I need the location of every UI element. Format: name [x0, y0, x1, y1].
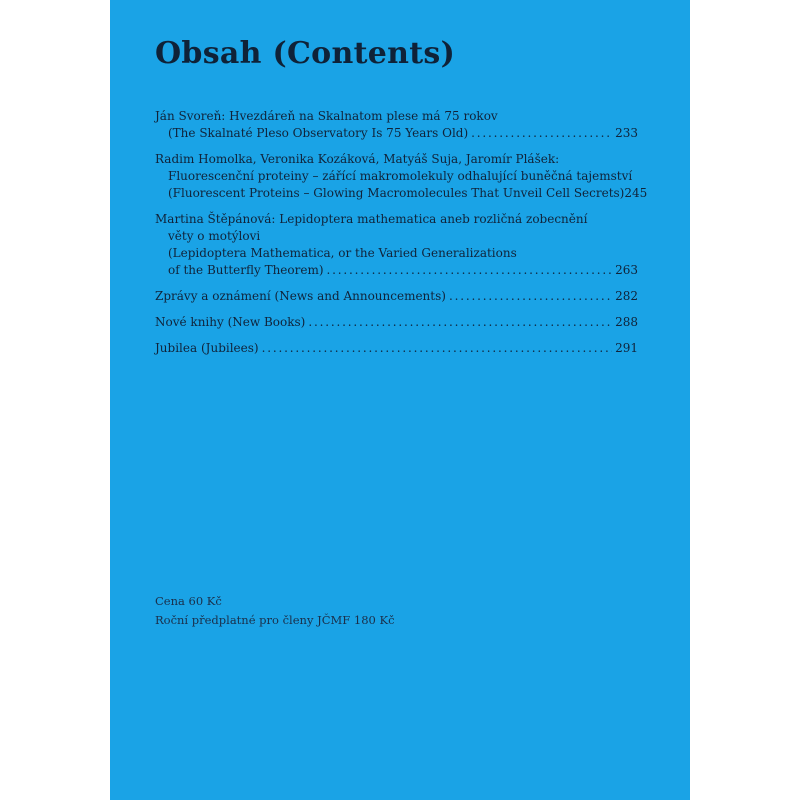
page-title: Obsah (Contents) — [155, 36, 456, 71]
toc-page-number: 233 — [615, 126, 638, 140]
toc-entry-subtitle: (Lepidoptera Mathematica, or the Varied Generalizations — [168, 246, 517, 260]
toc-entry-title: Jubilea (Jubilees) — [155, 341, 259, 355]
toc-line — [155, 288, 638, 305]
toc-line — [155, 185, 648, 202]
table-of-contents — [155, 108, 648, 366]
toc-entry — [155, 211, 638, 279]
toc-entry — [155, 108, 638, 142]
journal-cover — [110, 0, 690, 800]
toc-page-number: 291 — [615, 341, 638, 355]
toc-entry-title: Fluorescenční proteiny – zářící makromolekuly odhalující buněčná tajemství — [168, 169, 633, 183]
toc-page-number: 288 — [615, 315, 638, 329]
toc-entry-title: věty o motýlovi — [168, 229, 261, 243]
toc-line — [155, 314, 638, 331]
toc-page-number: 263 — [615, 263, 638, 277]
toc-line — [155, 125, 638, 142]
toc-line — [155, 228, 638, 245]
toc-line — [155, 245, 638, 262]
dot-leader — [308, 314, 612, 331]
dot-leader — [327, 262, 613, 279]
toc-entry-title: Ján Svoreň: Hvezdáreň na Skalnatom plese má 75 rokov — [155, 109, 498, 123]
single-issue-price: Cena 60 Kč — [155, 594, 222, 608]
toc-entry-title: Zprávy a oznámení (News and Announcements) — [155, 289, 446, 303]
toc-page-number: 282 — [615, 289, 638, 303]
toc-entry — [155, 314, 638, 331]
dot-leader — [262, 340, 613, 357]
toc-line — [155, 151, 638, 168]
toc-line — [155, 108, 638, 125]
price-info — [155, 592, 395, 630]
toc-entry-subtitle: (The Skalnaté Pleso Observatory Is 75 Years Old) — [168, 126, 469, 140]
toc-entry — [155, 340, 638, 357]
toc-entry-subtitle: of the Butterfly Theorem) — [168, 263, 324, 277]
toc-line — [155, 168, 638, 185]
toc-entry — [155, 151, 648, 202]
toc-entry-title: Radim Homolka, Veronika Kozáková, Matyáš Suja, Jaromír Plášek: — [155, 152, 560, 166]
toc-entry-title: Martina Štěpánová: Lepidoptera mathematica aneb rozličná zobecnění — [155, 212, 588, 226]
subscription-price: Roční předplatné pro členy JČMF 180 Kč — [155, 613, 395, 627]
toc-line — [155, 211, 638, 228]
dot-leader — [471, 125, 612, 142]
toc-line — [155, 340, 638, 357]
toc-line — [155, 262, 638, 279]
toc-page-number: 245 — [624, 186, 648, 200]
dot-leader — [449, 288, 612, 305]
toc-entry-title: Nové knihy (New Books) — [155, 315, 306, 329]
toc-entry-subtitle: (Fluorescent Proteins – Glowing Macromolecules That Unveil Cell Secrets) — [168, 186, 625, 200]
toc-entry — [155, 288, 638, 305]
